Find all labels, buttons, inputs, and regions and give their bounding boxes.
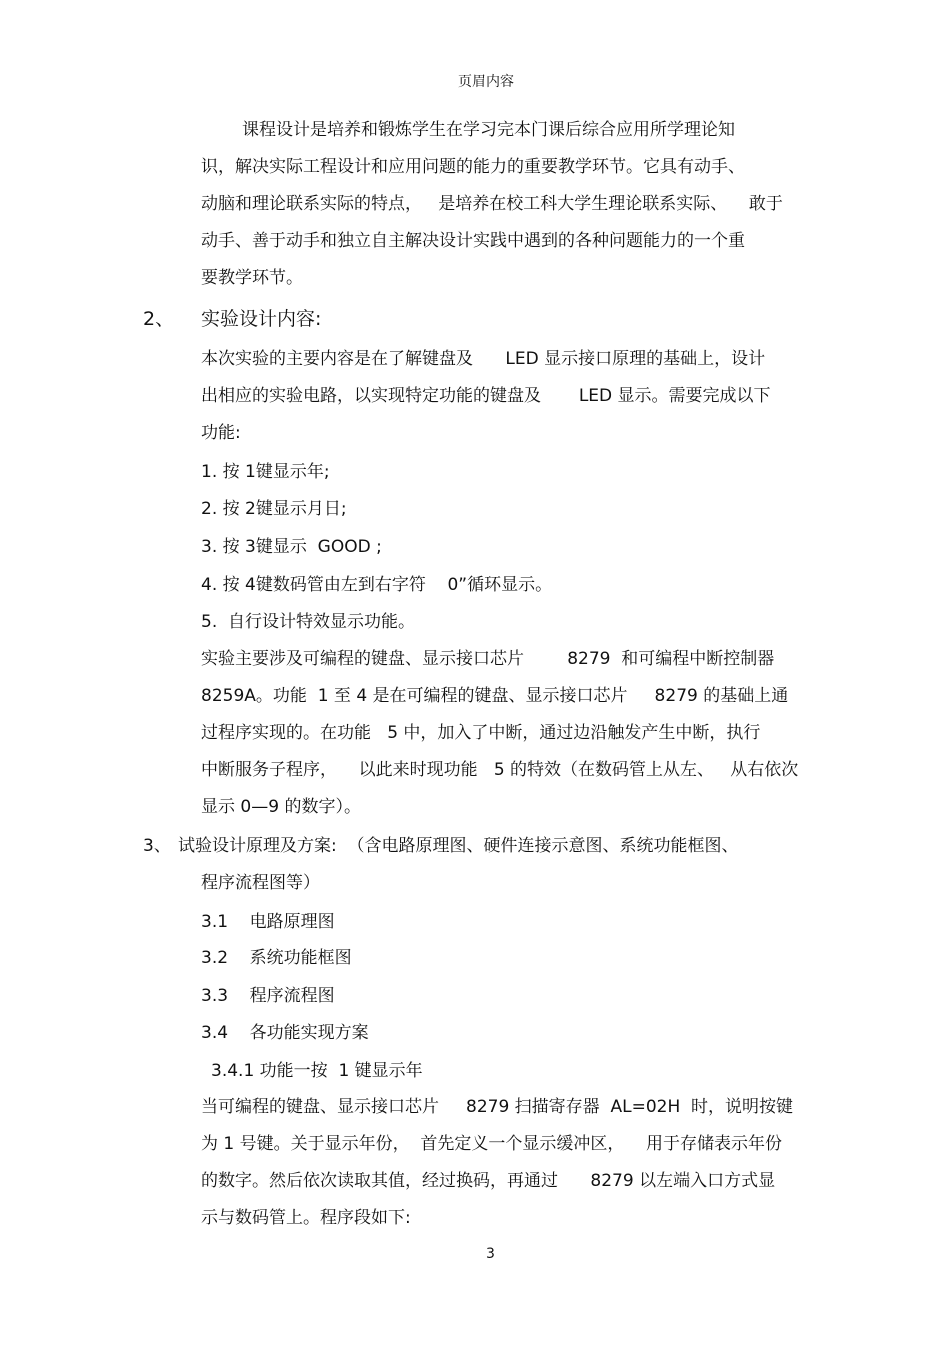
section2-after-line: 显示 0—9 的数字）。 (201, 797, 361, 817)
section2-after-line: 8259A。功能 1 至 4 是在可编程的键盘、显示接口芯片 8279 的基础上通 (201, 686, 789, 706)
subsection-item: 3.4 各功能实现方案 (201, 1023, 369, 1043)
subsection-item: 3.1 电路原理图 (201, 912, 335, 932)
section2-line: 本次实验的主要内容是在了解键盘及 LED 显示接口原理的基础上，设计 (201, 349, 766, 369)
function-item: 3. 按 3键显示 GOOD ; (201, 537, 382, 557)
section3-title-cont: 程序流程图等） (201, 873, 320, 893)
function-item: 4. 按 4键数码管由左到右字符 0”循环显示。 (201, 575, 553, 595)
section3-body-line: 示与数码管上。程序段如下: (201, 1208, 411, 1228)
intro-line: 课程设计是培养和锻炼学生在学习完本门课后综合应用所学理论知 (242, 120, 735, 140)
page-header: 页眉内容 (458, 74, 514, 90)
subsection-item: 3.2 系统功能框图 (201, 948, 352, 968)
function-item: 2. 按 2键显示月日; (201, 499, 347, 519)
section3-body-line: 为 1 号键。关于显示年份， 首先定义一个显示缓冲区， 用于存储表示年份 (201, 1134, 783, 1154)
section3-title: 试验设计原理及方案: （含电路原理图、硬件连接示意图、系统功能框图、 (178, 836, 739, 856)
section2-after-line: 过程序实现的。在功能 5 中，加入了中断，通过边沿触发产生中断，执行 (201, 723, 761, 743)
function-item: 5. 自行设计特效显示功能。 (201, 612, 416, 632)
subsection-341: 3.4.1 功能一按 1 键显示年 (211, 1061, 423, 1081)
section3-number: 3、 (143, 836, 171, 856)
intro-line: 要教学环节。 (201, 268, 303, 288)
intro-line: 识，解决实际工程设计和应用问题的能力的重要教学环节。它具有动手、 (201, 157, 745, 177)
section2-after-line: 实验主要涉及可编程的键盘、显示接口芯片 8279 和可编程中断控制器 (201, 649, 775, 669)
function-item: 1. 按 1键显示年; (201, 462, 330, 482)
section3-body-line: 当可编程的键盘、显示接口芯片 8279 扫描寄存器 AL=02H 时，说明按键 (201, 1097, 794, 1117)
section2-line: 出相应的实验电路，以实现特定功能的键盘及 LED 显示。需要完成以下 (201, 386, 771, 406)
section3-body-line: 的数字。然后依次读取其值，经过换码，再通过 8279 以左端入口方式显 (201, 1171, 776, 1191)
subsection-item: 3.3 程序流程图 (201, 986, 335, 1006)
section2-line: 功能: (201, 423, 241, 443)
section2-title: 实验设计内容: (201, 308, 322, 330)
intro-line: 动脑和理论联系实际的特点， 是培养在校工科大学生理论联系实际、 敢于 (201, 194, 783, 214)
intro-line: 动手、善于动手和独立自主解决设计实践中遇到的各种问题能力的一个重 (201, 231, 745, 251)
section2-after-line: 中断服务子程序， 以此来时现功能 5 的特效（在数码管上从左、 从右依次 (201, 760, 799, 780)
section2-number: 2、 (143, 308, 175, 330)
page-number: 3 (486, 1246, 495, 1262)
